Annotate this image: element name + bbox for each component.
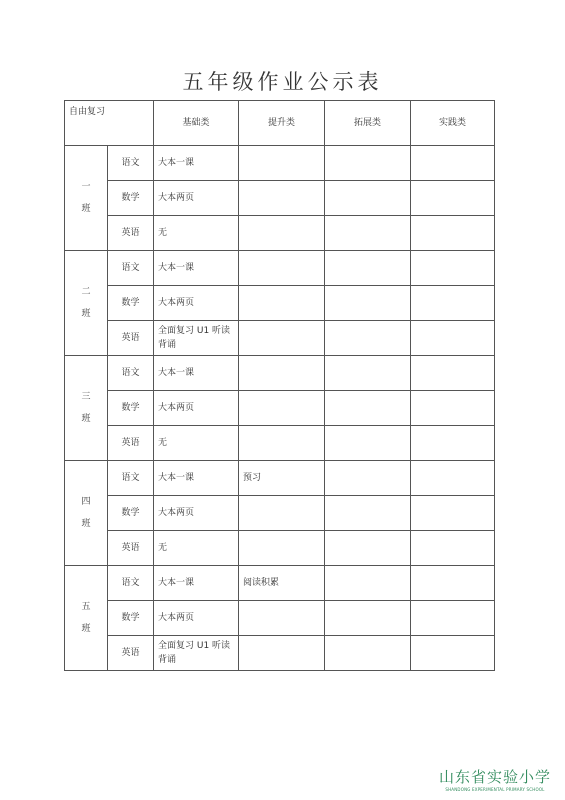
subject-cell: 数学 xyxy=(108,601,154,636)
subject-cell: 语文 xyxy=(108,251,154,286)
practice-cell xyxy=(411,636,495,671)
header-row xyxy=(65,101,495,146)
basic-cell: 全面复习 U1 听读背诵 xyxy=(154,321,239,356)
basic-cell: 大本两页 xyxy=(154,181,239,216)
advanced-cell xyxy=(239,251,325,286)
class-name-cell xyxy=(65,146,108,251)
extended-cell xyxy=(325,321,411,356)
corner-label: 自由复习 xyxy=(65,101,154,146)
table-row xyxy=(65,531,495,566)
subject-cell: 语文 xyxy=(108,461,154,496)
subject-cell: 数学 xyxy=(108,181,154,216)
basic-cell: 大本两页 xyxy=(154,601,239,636)
table-row xyxy=(65,391,495,426)
advanced-cell xyxy=(239,216,325,251)
advanced-cell xyxy=(239,181,325,216)
extended-cell xyxy=(325,531,411,566)
advanced-cell xyxy=(239,601,325,636)
basic-cell: 大本一课 xyxy=(154,251,239,286)
table-row xyxy=(65,566,495,601)
basic-cell: 无 xyxy=(154,426,239,461)
extended-cell xyxy=(325,461,411,496)
basic-cell: 大本一课 xyxy=(154,461,239,496)
subject-cell: 语文 xyxy=(108,146,154,181)
class-name-char: 班 xyxy=(81,309,91,319)
subject-cell: 英语 xyxy=(108,321,154,356)
class-name-cell xyxy=(65,461,108,566)
extended-cell xyxy=(325,251,411,286)
school-logo-name: 山东省实验小学 xyxy=(438,768,551,786)
practice-cell xyxy=(411,181,495,216)
advanced-cell xyxy=(239,321,325,356)
extended-cell xyxy=(325,566,411,601)
table-row xyxy=(65,251,495,286)
subject-cell: 英语 xyxy=(108,531,154,566)
basic-cell: 大本一课 xyxy=(154,356,239,391)
practice-cell xyxy=(411,356,495,391)
subject-cell: 英语 xyxy=(108,636,154,671)
subject-cell: 数学 xyxy=(108,496,154,531)
basic-cell: 大本两页 xyxy=(154,496,239,531)
school-logo xyxy=(439,766,551,792)
table-row xyxy=(65,426,495,461)
basic-cell: 无 xyxy=(154,216,239,251)
extended-cell xyxy=(325,181,411,216)
extended-cell xyxy=(325,601,411,636)
basic-cell: 大本一课 xyxy=(154,566,239,601)
column-header-basic: 基础类 xyxy=(154,101,239,146)
class-name-char: 一 xyxy=(81,182,91,192)
extended-cell xyxy=(325,286,411,321)
practice-cell xyxy=(411,286,495,321)
advanced-cell: 阅读积累 xyxy=(239,566,325,601)
extended-cell xyxy=(325,216,411,251)
table-row xyxy=(65,321,495,356)
subject-cell: 语文 xyxy=(108,566,154,601)
practice-cell xyxy=(411,251,495,286)
extended-cell xyxy=(325,146,411,181)
extended-cell xyxy=(325,391,411,426)
extended-cell xyxy=(325,356,411,391)
class-name-char: 班 xyxy=(81,204,91,214)
basic-cell: 大本两页 xyxy=(154,286,239,321)
advanced-cell xyxy=(239,286,325,321)
class-name-cell xyxy=(65,566,108,671)
subject-cell: 语文 xyxy=(108,356,154,391)
practice-cell xyxy=(411,146,495,181)
practice-cell xyxy=(411,461,495,496)
basic-cell: 无 xyxy=(154,531,239,566)
practice-cell xyxy=(411,566,495,601)
subject-cell: 英语 xyxy=(108,216,154,251)
table-row xyxy=(65,636,495,671)
practice-cell xyxy=(411,601,495,636)
table-row xyxy=(65,601,495,636)
practice-cell xyxy=(411,216,495,251)
class-name-char: 班 xyxy=(81,414,91,424)
basic-cell: 大本两页 xyxy=(154,391,239,426)
advanced-cell xyxy=(239,636,325,671)
table-row xyxy=(65,496,495,531)
extended-cell xyxy=(325,636,411,671)
practice-cell xyxy=(411,391,495,426)
practice-cell xyxy=(411,496,495,531)
extended-cell xyxy=(325,496,411,531)
subject-cell: 数学 xyxy=(108,286,154,321)
table-row xyxy=(65,356,495,391)
basic-cell: 全面复习 U1 听读背诵 xyxy=(154,636,239,671)
table-row xyxy=(65,181,495,216)
advanced-cell xyxy=(239,391,325,426)
column-header-practice: 实践类 xyxy=(411,101,495,146)
column-header-advanced: 提升类 xyxy=(239,101,325,146)
table-row xyxy=(65,461,495,496)
practice-cell xyxy=(411,426,495,461)
advanced-cell xyxy=(239,496,325,531)
subject-cell: 英语 xyxy=(108,426,154,461)
advanced-cell xyxy=(239,146,325,181)
advanced-cell xyxy=(239,356,325,391)
class-name-cell xyxy=(65,356,108,461)
advanced-cell: 预习 xyxy=(239,461,325,496)
advanced-cell xyxy=(239,531,325,566)
basic-cell: 大本一课 xyxy=(154,146,239,181)
class-name-cell xyxy=(65,251,108,356)
class-name-char: 班 xyxy=(81,519,91,529)
subject-cell: 数学 xyxy=(108,391,154,426)
practice-cell xyxy=(411,531,495,566)
class-name-char: 二 xyxy=(81,287,91,297)
extended-cell xyxy=(325,426,411,461)
column-header-extended: 拓展类 xyxy=(325,101,411,146)
class-name-char: 五 xyxy=(81,602,91,612)
table-row xyxy=(65,146,495,181)
practice-cell xyxy=(411,321,495,356)
table-row xyxy=(65,216,495,251)
homework-table xyxy=(64,100,495,671)
class-name-char: 三 xyxy=(81,392,91,402)
advanced-cell xyxy=(239,426,325,461)
table-row xyxy=(65,286,495,321)
class-name-char: 班 xyxy=(81,624,91,634)
page-title: 五年级作业公示表 xyxy=(182,70,383,94)
school-logo-english: SHANDONG EXPERIMENTAL PRIMARY SCHOOL xyxy=(445,787,545,792)
class-name-char: 四 xyxy=(81,497,91,507)
